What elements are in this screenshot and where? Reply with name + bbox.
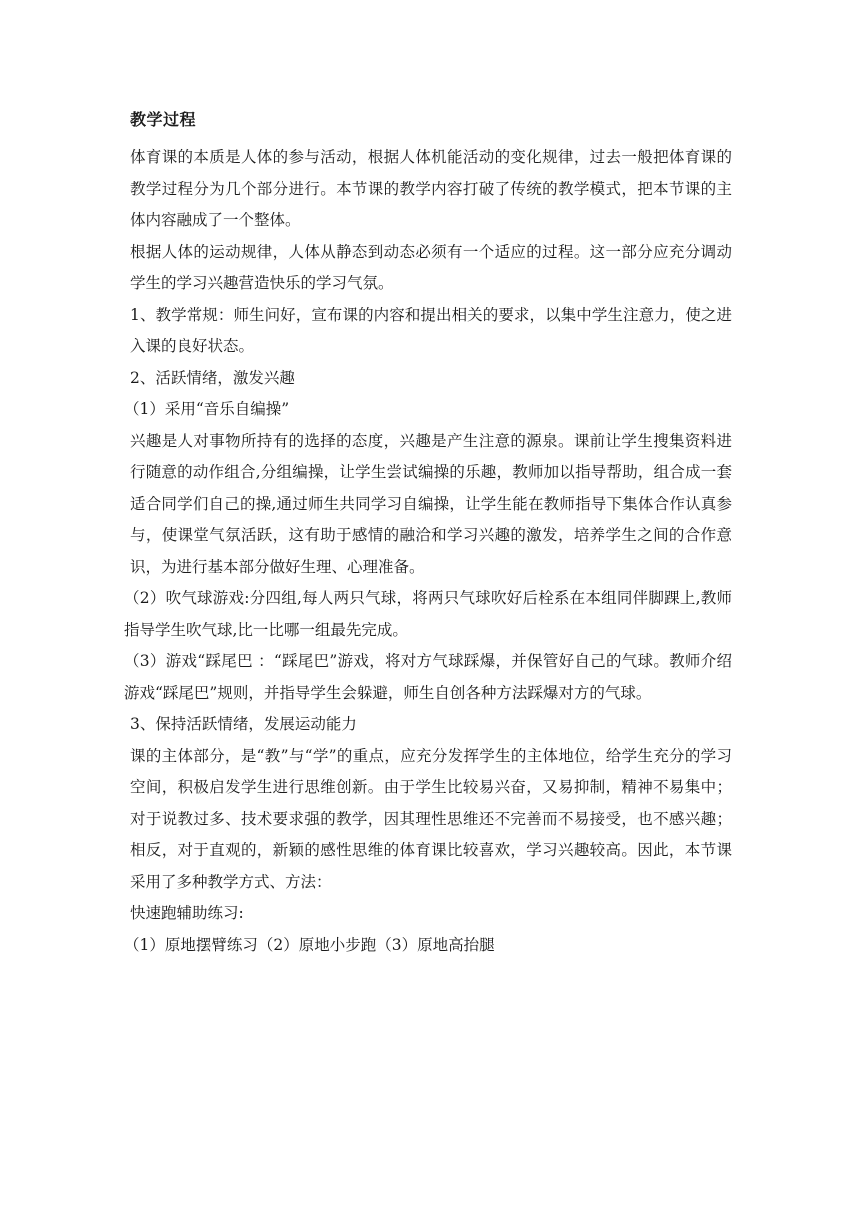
paragraph-motion-law: 根据人体的运动规律，人体从静态到动态必须有一个适应的过程。这一部分应充分调动学生的学习兴趣营造快乐的学习气氛。 xyxy=(130,242,732,292)
paragraph-item-1-heading: （1）采用“音乐自编操” xyxy=(124,400,290,418)
paragraph-routine: 1、教学常规：师生问好，宣布课的内容和提出相关的要求，以集中学生注意力，使之进入课的良好状态。 xyxy=(130,305,732,355)
paragraph-tail-game: （3）游戏“踩尾巴 ：“踩尾巴”游戏，将对方气球踩爆，并保管好自己的气球。教师介绍游戏“踩尾巴”规则，并指导学生会躲避，师生自创各种方法踩爆对方的气球。 xyxy=(124,652,732,702)
paragraph-balloon-game: （2）吹气球游戏:分四组,每人两只气球，将两只气球吹好后栓系在本组同伴脚踝上,教师指导学生吹气球,比一比哪一组最先完成。 xyxy=(124,589,732,639)
paragraph-sprint-drills-list: （1）原地摆臂练习（2）原地小步跑（3）原地高抬腿 xyxy=(124,935,495,954)
paragraph-intro: 体育课的本质是人体的参与活动，根据人体机能活动的变化规律，过去一般把体育课的教学过程分为几个部分进行。本节课的教学内容打破了传统的教学模式，把本节课的主体内容融成了一个整体。 xyxy=(130,148,732,229)
document-title: 教学过程 xyxy=(130,110,197,129)
paragraph-section-2-heading: 2、活跃情绪，激发兴趣 xyxy=(130,368,295,387)
document-page xyxy=(124,104,732,961)
paragraph-interest: 兴趣是人对事物所持有的选择的态度，兴趣是产生注意的源泉。课前让学生搜集资料进行随意的动作组合,分组编操，让学生尝试编操的乐趣，教师加以指导帮助，组合成一套适合同学们自己的操,通过师生共同学习自编操，让学生能在教师指导下集体合作认真参与，使课堂气氛活跃，这有助于感情的融洽和学习兴趣的激发，培养学生之间的合作意识，为进行基本部分做好生理、心理准备。 xyxy=(130,431,732,576)
paragraph-main-part: 课的主体部分，是“教”与“学”的重点，应充分发挥学生的主体地位，给学生充分的学习空间，积极启发学生进行思维创新。由于学生比较易兴奋，又易抑制，精神不易集中；对于说教过多、技术要求强的教学，因其理性思维还不完善而不易接受，也不感兴趣；相反，对于直观的，新颖的感性思维的体育课比较喜欢，学习兴趣较高。因此，本节课采用了多种教学方式、方法： xyxy=(130,746,732,891)
paragraph-sprint-drills-heading: 快速跑辅助练习: xyxy=(130,904,244,922)
paragraph-section-3-heading: 3、保持活跃情绪，发展运动能力 xyxy=(130,715,357,733)
